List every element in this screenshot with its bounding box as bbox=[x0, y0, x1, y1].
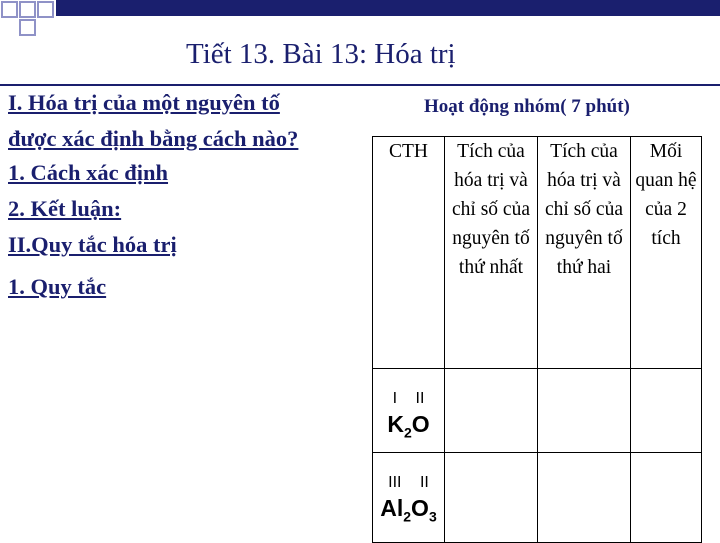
formula: $Al_2O_3$ bbox=[380, 495, 437, 525]
title-divider bbox=[0, 84, 720, 86]
slide-title: Tiết 13. Bài 13: Hóa trị bbox=[186, 38, 456, 70]
answer-cell[interactable] bbox=[445, 453, 538, 543]
table-row bbox=[373, 369, 702, 453]
answer-cell[interactable] bbox=[631, 369, 702, 453]
outline-item: II.Quy tắc hóa trị bbox=[8, 232, 177, 257]
answer-cell[interactable] bbox=[538, 369, 631, 453]
header-bar bbox=[56, 0, 720, 16]
formula-cell bbox=[373, 369, 445, 453]
formula: $K_2O$ bbox=[387, 411, 430, 441]
valence-labels: III II bbox=[388, 474, 429, 491]
valence-table bbox=[372, 136, 702, 543]
outline-item: được xác định bằng cách nào? bbox=[8, 126, 299, 151]
outline-item: 2. Kết luận: bbox=[8, 196, 122, 221]
formula-cell bbox=[373, 453, 445, 543]
corner-squares-decoration bbox=[0, 0, 60, 40]
outline-item: 1. Quy tắc bbox=[8, 274, 107, 299]
header-product-first: Tích của hóa trị và chỉ số của nguyên tố thứ nhất bbox=[445, 137, 538, 369]
table-row bbox=[373, 453, 702, 543]
activity-label: Hoạt động nhóm( 7 phút) bbox=[424, 96, 630, 117]
valence-labels: I II bbox=[392, 390, 425, 407]
header-cth: CTH bbox=[373, 137, 445, 369]
header-relation: Mối quan hệ của 2 tích bbox=[631, 137, 702, 369]
outline-item: 1. Cách xác định bbox=[8, 160, 169, 185]
answer-cell[interactable] bbox=[538, 453, 631, 543]
outline-item: I. Hóa trị của một nguyên tố bbox=[8, 90, 280, 115]
answer-cell[interactable] bbox=[445, 369, 538, 453]
header-product-second: Tích của hóa trị và chỉ số của nguyên tố thứ hai bbox=[538, 137, 631, 369]
answer-cell[interactable] bbox=[631, 453, 702, 543]
